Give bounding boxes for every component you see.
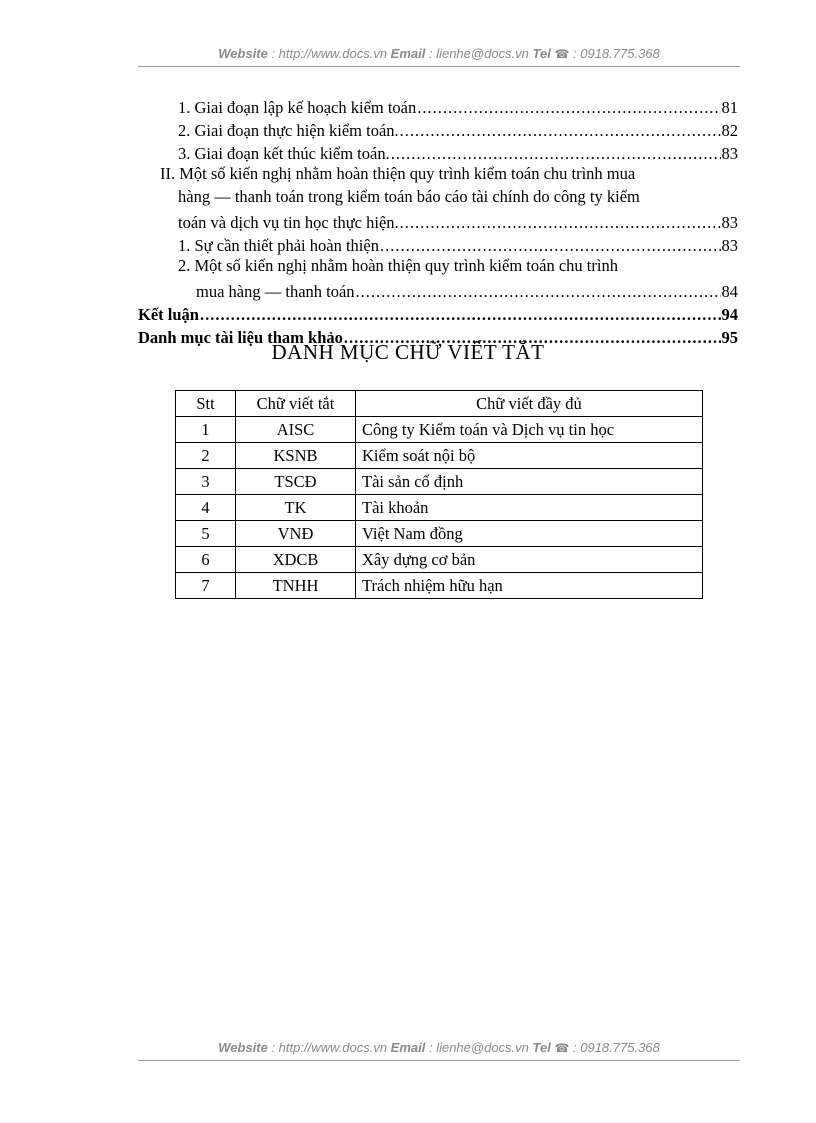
- table-row: [176, 547, 703, 573]
- toc-page-number: 84: [721, 282, 738, 301]
- column-header: Stt: [176, 391, 236, 417]
- website-label: Website: [218, 46, 268, 61]
- table-row: [176, 469, 703, 495]
- toc-page-number: 95: [721, 328, 738, 347]
- toc-item: [138, 279, 738, 302]
- page-title: DANH MỤC CHỮ VIẾT TẮT: [271, 340, 545, 364]
- table-cell: Trách nhiệm hữu hạn: [356, 573, 703, 599]
- website-url: : http://www.docs.vn: [267, 1040, 391, 1055]
- phone-number: : 0918.775.368: [569, 1040, 660, 1055]
- column-header: Chữ viết đầy đủ: [356, 391, 703, 417]
- table-cell: 6: [176, 547, 236, 573]
- toc-item: [138, 233, 738, 256]
- table-cell: 2: [176, 443, 236, 469]
- toc-item: [138, 141, 738, 164]
- toc-section-line: hàng — thanh toán trong kiểm toán báo cáo tài chính do công ty kiểm: [178, 187, 640, 206]
- toc-item-text: Danh mục tài liệu tham khảo: [138, 328, 343, 347]
- toc-page-number: 81: [721, 98, 738, 117]
- table-row: [176, 521, 703, 547]
- table-cell: Tài khoản: [356, 495, 703, 521]
- table-cell: 3: [176, 469, 236, 495]
- website-url: : http://www.docs.vn: [267, 46, 391, 61]
- toc-section-line: II. Một số kiến nghị nhằm hoàn thiện quy trình kiểm toán chu trình mua: [160, 164, 636, 183]
- table-cell: KSNB: [236, 443, 356, 469]
- table-cell: AISC: [236, 417, 356, 443]
- toc-item-text: 1. Sự cần thiết phải hoàn thiện: [178, 236, 379, 255]
- table-header-row: [176, 391, 703, 417]
- tel-label: Tel: [532, 1040, 551, 1055]
- toc-item-text: 1. Giai đoạn lập kế hoạch kiểm toán: [178, 98, 417, 117]
- table-cell: TK: [236, 495, 356, 521]
- toc-page-number: 83: [721, 236, 738, 255]
- table-row: [176, 443, 703, 469]
- table-cell: Tài sản cố định: [356, 469, 703, 495]
- table-row: [176, 495, 703, 521]
- phone-number: : 0918.775.368: [569, 46, 660, 61]
- tel-label: Tel: [532, 46, 551, 61]
- table-cell: Việt Nam đồng: [356, 521, 703, 547]
- toc-item: [138, 118, 738, 141]
- phone-icon: ☎: [554, 1041, 570, 1055]
- toc-leader: [391, 144, 721, 164]
- table-cell: Kiểm soát nội bộ: [356, 443, 703, 469]
- toc-item-line: 2. Một số kiến nghị nhằm hoàn thiện quy trình kiểm toán chu trình: [178, 256, 618, 275]
- table-cell: Xây dựng cơ bản: [356, 547, 703, 573]
- table-cell: 1: [176, 417, 236, 443]
- phone-icon: ☎: [554, 47, 570, 61]
- email-label: Email: [390, 46, 426, 61]
- table-of-contents: [138, 95, 738, 348]
- table-cell: Công ty Kiểm toán và Dịch vụ tin học: [356, 417, 703, 443]
- table-cell: XDCB: [236, 547, 356, 573]
- toc-item-text: 3. Giai đoạn kết thúc kiểm toán.: [178, 144, 390, 163]
- table-cell: TNHH: [236, 573, 356, 599]
- page-header: [138, 46, 740, 67]
- toc-leader: [417, 98, 720, 118]
- table-cell: 5: [176, 521, 236, 547]
- website-label: Website: [218, 1040, 268, 1055]
- email-label: Email: [390, 1040, 426, 1055]
- toc-item-text: toán và dịch vụ tin học thực hiện.: [178, 213, 399, 232]
- toc-leader: [400, 121, 721, 141]
- toc-item: [138, 210, 738, 233]
- toc-item-text: mua hàng — thanh toán: [196, 282, 355, 301]
- toc-item: [138, 302, 738, 325]
- column-header: Chữ viết tắt: [236, 391, 356, 417]
- toc-leader: [400, 213, 721, 233]
- table-cell: VNĐ: [236, 521, 356, 547]
- table-row: [176, 417, 703, 443]
- toc-page-number: 83: [721, 144, 738, 163]
- toc-page-number: 94: [721, 305, 738, 324]
- toc-item-text: 2. Giai đoạn thực hiện kiểm toán.: [178, 121, 399, 140]
- table-row: [176, 573, 703, 599]
- toc-page-number: 83: [721, 213, 738, 232]
- toc-item: [138, 95, 738, 118]
- email-address: : lienhe@docs.vn: [425, 1040, 533, 1055]
- toc-leader: [200, 305, 721, 325]
- toc-leader: [356, 282, 721, 302]
- email-address: : lienhe@docs.vn: [425, 46, 533, 61]
- abbreviation-table: [175, 390, 703, 599]
- table-cell: 7: [176, 573, 236, 599]
- toc-item-text: Kết luận: [138, 305, 199, 324]
- toc-page-number: 82: [721, 121, 738, 140]
- table-cell: 4: [176, 495, 236, 521]
- page-footer: [138, 1040, 740, 1061]
- toc-leader: [380, 236, 721, 256]
- table-cell: TSCĐ: [236, 469, 356, 495]
